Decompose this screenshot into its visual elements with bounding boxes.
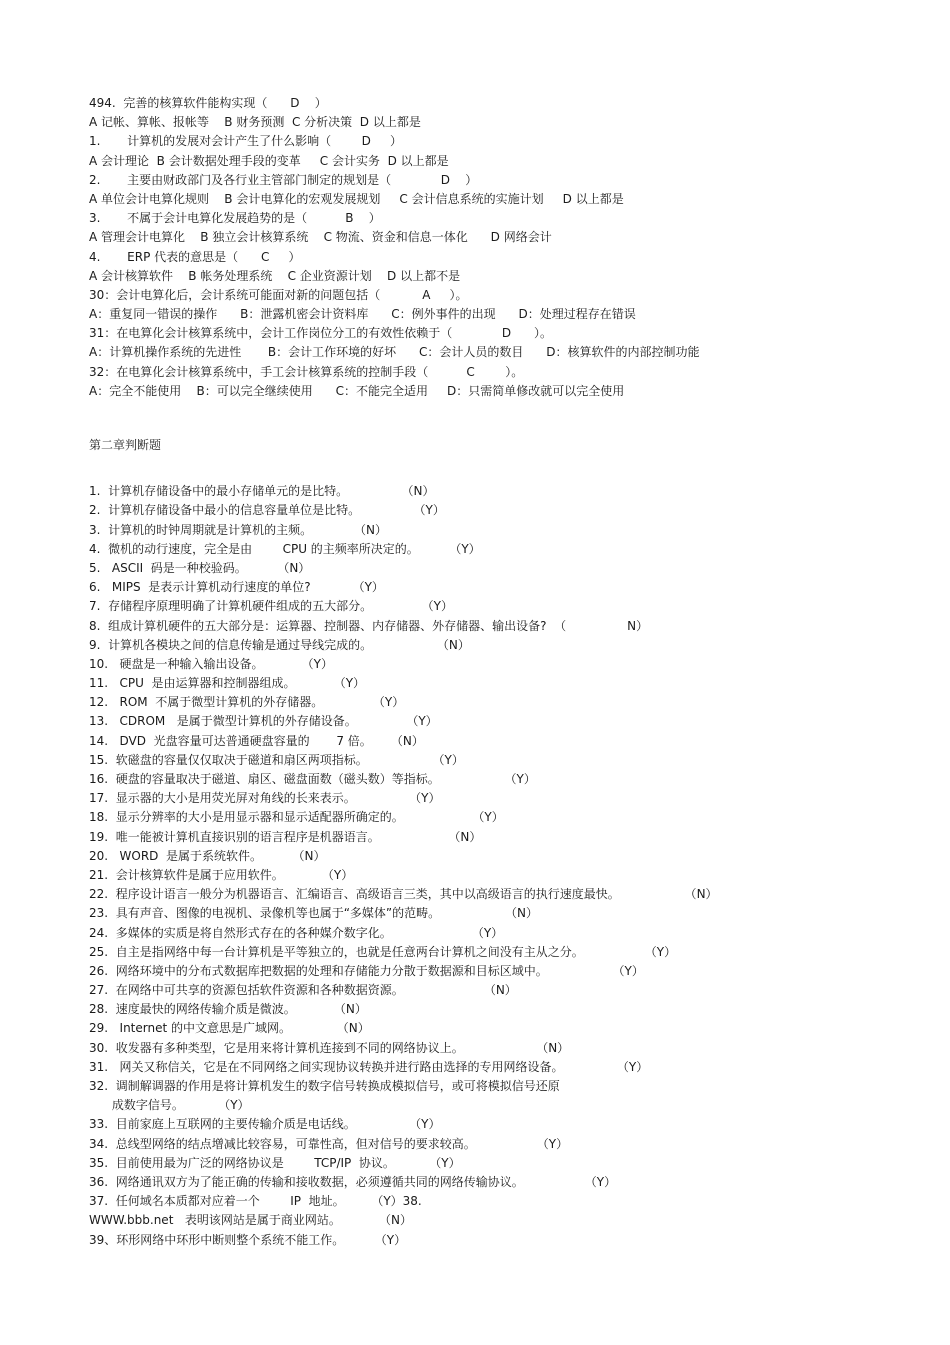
judgment-line: 36. 网络通讯双方为了能正确的传输和接收数据，必须遵循共同的网络传输协议。 （Y） [89, 1174, 617, 1189]
question-line: 3. 不属于会计电算化发展趋势的是（ B ） [89, 211, 381, 226]
judgment-line: 34. 总线型网络的结点增减比较容易，可靠性高，但对信号的要求较高。 （Y） [89, 1136, 569, 1151]
judgment-line: 16. 硬盘的容量取决于磁道、扇区、磁盘面数（磁头数）等指标。 （Y） [89, 772, 536, 786]
judgment-line: 32. 调制解调器的作用是将计算机发生的数字信号转换成模拟信号，或可将模拟信号还原 [89, 1079, 560, 1093]
judgment-line: 6. MIPS 是表示计算机动行速度的单位? （Y） [89, 580, 384, 595]
true-false-section [89, 482, 889, 1250]
judgment-line: 14. DVD 光盘容量可达普通硬盘容量的 7 倍。 （N） [89, 733, 424, 748]
judgment-line: 9. 计算机各模块之间的信息传输是通过导线完成的。 （N） [89, 637, 470, 652]
judgment-line: 30. 收发器有多种类型，它是用来将计算机连接到不同的网络协议上。 （N） [89, 1040, 570, 1055]
judgment-line: 28. 速度最快的网络传输介质是微波。 （N） [89, 1002, 367, 1017]
judgment-line: 37. 任何域名本质都对应着一个 IP 地址。 （Y）38. [89, 1194, 422, 1209]
question-line: 494. 完善的核算软件能构实现（ D ） [89, 96, 327, 110]
question-line: A：重复同一错误的操作 B：泄露机密会计资料库 C：例外事件的出现 D：处理过程存在错误 [89, 307, 636, 322]
judgment-line: 4. 微机的动行速度，完全是由 CPU 的主频率所决定的。 （Y） [89, 541, 481, 556]
judgment-line: 35. 目前使用最为广泛的网络协议是 TCP/IP 协议。 （Y） [89, 1155, 461, 1170]
judgment-line: 19. 唯一能被计算机直接识别的语言程序是机器语言。 （N） [89, 829, 482, 844]
judgment-line: 10. 硬盘是一种输入输出设备。 （Y） [89, 656, 334, 671]
question-line: A：完全不能使用 B：可以完全继续使用 C：不能完全适用 D：只需简单修改就可以完全使用 [89, 383, 625, 398]
judgment-line: 26. 网络环境中的分布式数据库把数据的处理和存储能力分散于数据源和目标区域中。 （Y） [89, 963, 644, 978]
chapter-heading: 第二章判断题 [89, 438, 162, 452]
judgment-line: 13. CDROM 是属于微型计算机的外存储设备。 （Y） [89, 714, 438, 729]
judgment-line: 15. 软磁盘的容量仅仅取决于磁道和扇区两项指标。 （Y） [89, 752, 464, 767]
question-line: A 记帐、算帐、报帐等 B 财务预测 C 分析决策 D 以上都是 [89, 115, 421, 130]
judgment-line: 1. 计算机存储设备中的最小存储单元的是比特。 （N） [89, 484, 435, 499]
question-line: A 会计核算软件 B 帐务处理系统 C 企业资源计划 D 以上都不是 [89, 268, 461, 283]
judgment-line: 7. 存储程序原理明确了计算机硬件组成的五大部分。 （Y） [89, 599, 453, 614]
judgment-line: 3. 计算机的时钟周期就是计算机的主频。 （N） [89, 522, 388, 537]
question-line: 32：在电算化会计核算系统中，手工会计核算系统的控制手段（ C ）。 [89, 364, 524, 379]
question-line: 2. 主要由财政部门及各行业主管部门制定的规划是（ D ） [89, 172, 478, 187]
question-line: A：计算机操作系统的先进性 B：会计工作环境的好坏 C：会计人员的数目 D：核算软件的内部控制功能 [89, 345, 700, 360]
question-line: A 管理会计电算化 B 独立会计核算系统 C 物流、资金和信息一体化 D 网络会计 [89, 230, 552, 245]
judgment-line: 27. 在网络中可共享的资源包括软件资源和各种数据资源。 （N） [89, 983, 517, 998]
question-line: 1. 计算机的发展对会计产生了什么影响（ D ） [89, 134, 402, 149]
judgment-line: 21. 会计核算软件是属于应用软件。 （Y） [89, 867, 354, 882]
judgment-line: 33. 目前家庭上互联网的主要传输介质是电话线。 （Y） [89, 1117, 441, 1132]
question-line: 30：会计电算化后，会计系统可能面对新的问题包括（ A ）。 [89, 287, 468, 302]
judgment-line: 24. 多媒体的实质是将自然形式存在的各种媒介数字化。 （Y） [89, 925, 504, 940]
judgment-line: 11. CPU 是由运算器和控制器组成。 （Y） [89, 676, 366, 691]
judgment-line: 12. ROM 不属于微型计算机的外存储器。 （Y） [89, 695, 405, 710]
judgment-line: 成数字信号。 （Y） [89, 1098, 250, 1113]
section-spacer [89, 401, 889, 436]
judgment-line: WWW.bbb.net 表明该网站是属于商业网站。 （N） [89, 1213, 412, 1228]
question-line: A 单位会计电算化规则 B 会计电算化的宏观发展规划 C 会计信息系统的实施计划 D 以上都是 [89, 191, 624, 206]
question-line: 31：在电算化会计核算系统中，会计工作岗位分工的有效性依赖于（ D ）。 [89, 326, 552, 341]
judgment-line: 5. ASCII 码是一种校验码。 （N） [89, 560, 311, 575]
question-line: A 会计理论 B 会计数据处理手段的变革 C 会计实务 D 以上都是 [89, 153, 449, 168]
heading-spacer [89, 455, 889, 482]
judgment-line: 29. Internet 的中文意思是广域网。 （N） [89, 1021, 370, 1036]
judgment-line: 31. 网关又称信关，它是在不同网络之间实现协议转换并进行路由选择的专用网络设备。 （Y） [89, 1059, 649, 1074]
judgment-line: 8. 组成计算机硬件的五大部分是：运算器、控制器、内存储器、外存储器、输出设备? （ N） [89, 618, 649, 633]
judgment-line: 23. 具有声音、图像的电视机、录像机等也属于“多媒体”的范畴。 （N） [89, 906, 538, 921]
judgment-line: 17. 显示器的大小是用荧光屏对角线的长来表示。 （Y） [89, 791, 441, 806]
judgment-line: 39、环形网络中环形中断则整个系统不能工作。 （Y） [89, 1232, 407, 1247]
judgment-line: 20. WORD 是属于系统软件。 （N） [89, 848, 326, 863]
multiple-choice-section [89, 94, 889, 401]
document-page [89, 94, 889, 1250]
judgment-line: 2. 计算机存储设备中最小的信息容量单位是比特。 （Y） [89, 503, 445, 518]
judgment-line: 18. 显示分辨率的大小是用显示器和显示适配器所确定的。 （Y） [89, 810, 504, 825]
judgment-line: 22. 程序设计语言一般分为机器语言、汇编语言、高级语言三类，其中以高级语言的执行速度最快。 （N） [89, 887, 718, 902]
question-line: 4. ERP 代表的意思是（ C ） [89, 249, 301, 264]
judgment-line: 25. 自主是指网络中每一台计算机是平等独立的，也就是任意两台计算机之间没有主从之分。 （Y） [89, 944, 677, 959]
